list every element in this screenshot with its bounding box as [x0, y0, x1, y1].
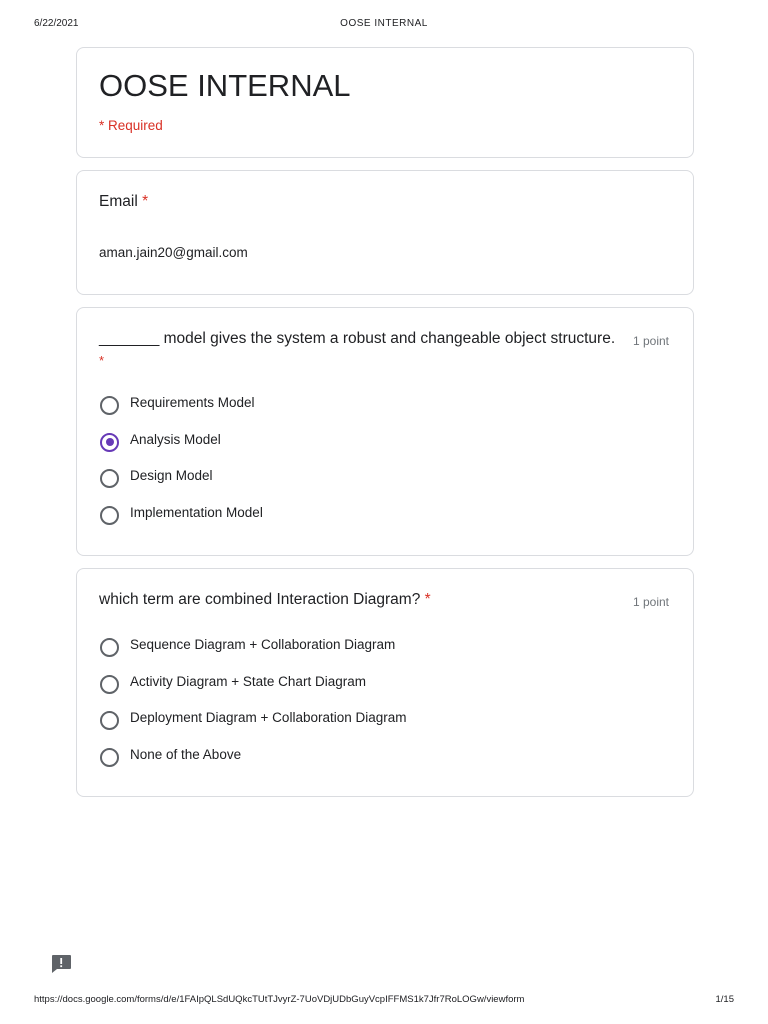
print-footer [0, 994, 768, 1008]
option-label: Sequence Diagram + Collaboration Diagram [130, 637, 396, 652]
option-none-of-the-above[interactable] [99, 745, 659, 782]
question-card-1 [76, 307, 694, 556]
question-text [99, 591, 431, 609]
option-analysis-model[interactable] [99, 430, 659, 467]
option-sequence-collaboration[interactable] [99, 635, 659, 672]
option-label: Deployment Diagram + Collaboration Diagram [130, 710, 407, 725]
question-points: 1 point [632, 595, 669, 609]
option-label: Design Model [130, 468, 213, 483]
required-star: * [424, 591, 431, 608]
options-list [99, 635, 659, 781]
email-value: aman.jain20@gmail.com [99, 245, 248, 260]
option-design-model[interactable] [99, 466, 659, 503]
print-title: OOSE INTERNAL [340, 18, 428, 29]
radio-button[interactable] [100, 675, 119, 694]
page-number: 1/15 [715, 994, 734, 1005]
option-deployment-collaboration[interactable] [99, 708, 659, 745]
email-label [99, 193, 148, 211]
option-label: Implementation Model [130, 504, 263, 520]
option-implementation-model[interactable] [99, 503, 659, 540]
option-label: None of the Above [130, 746, 242, 762]
option-label: Activity Diagram + State Chart Diagram [130, 673, 366, 689]
required-star: * [142, 193, 149, 210]
radio-button[interactable] [100, 711, 119, 730]
question-text: _______ model gives the system a robust and changeable object structure. [99, 330, 616, 347]
email-card [76, 170, 694, 295]
form-title: OOSE INTERNAL [99, 68, 351, 103]
radio-button[interactable] [100, 748, 119, 767]
page-url: https://docs.google.com/forms/d/e/1FAIpQLSdUQkcTUtTJvyrZ-7UoVDjUDbGuyVcpIFFMS1k7Jfr7RoLOGw/viewform [34, 994, 525, 1005]
required-note: * Required [99, 118, 163, 133]
email-label-text: Email [99, 193, 138, 210]
option-label: Requirements Model [130, 395, 255, 410]
option-activity-statechart[interactable] [99, 672, 659, 709]
radio-button[interactable] [100, 469, 119, 488]
print-date: 6/22/2021 [34, 18, 79, 29]
required-star: * [99, 353, 105, 368]
option-requirements-model[interactable] [99, 393, 659, 430]
print-header [0, 18, 768, 32]
question-card-2 [76, 568, 694, 797]
form-header-card [76, 47, 694, 158]
radio-button-checked[interactable] [100, 433, 119, 452]
radio-button[interactable] [100, 506, 119, 525]
question-points: 1 point [632, 334, 669, 348]
radio-button[interactable] [100, 638, 119, 657]
feedback-icon[interactable] [50, 954, 72, 974]
options-list [99, 393, 659, 539]
question-text-body: which term are combined Interaction Diagram? [99, 591, 421, 608]
radio-button[interactable] [100, 396, 119, 415]
option-label: Analysis Model [130, 431, 221, 447]
